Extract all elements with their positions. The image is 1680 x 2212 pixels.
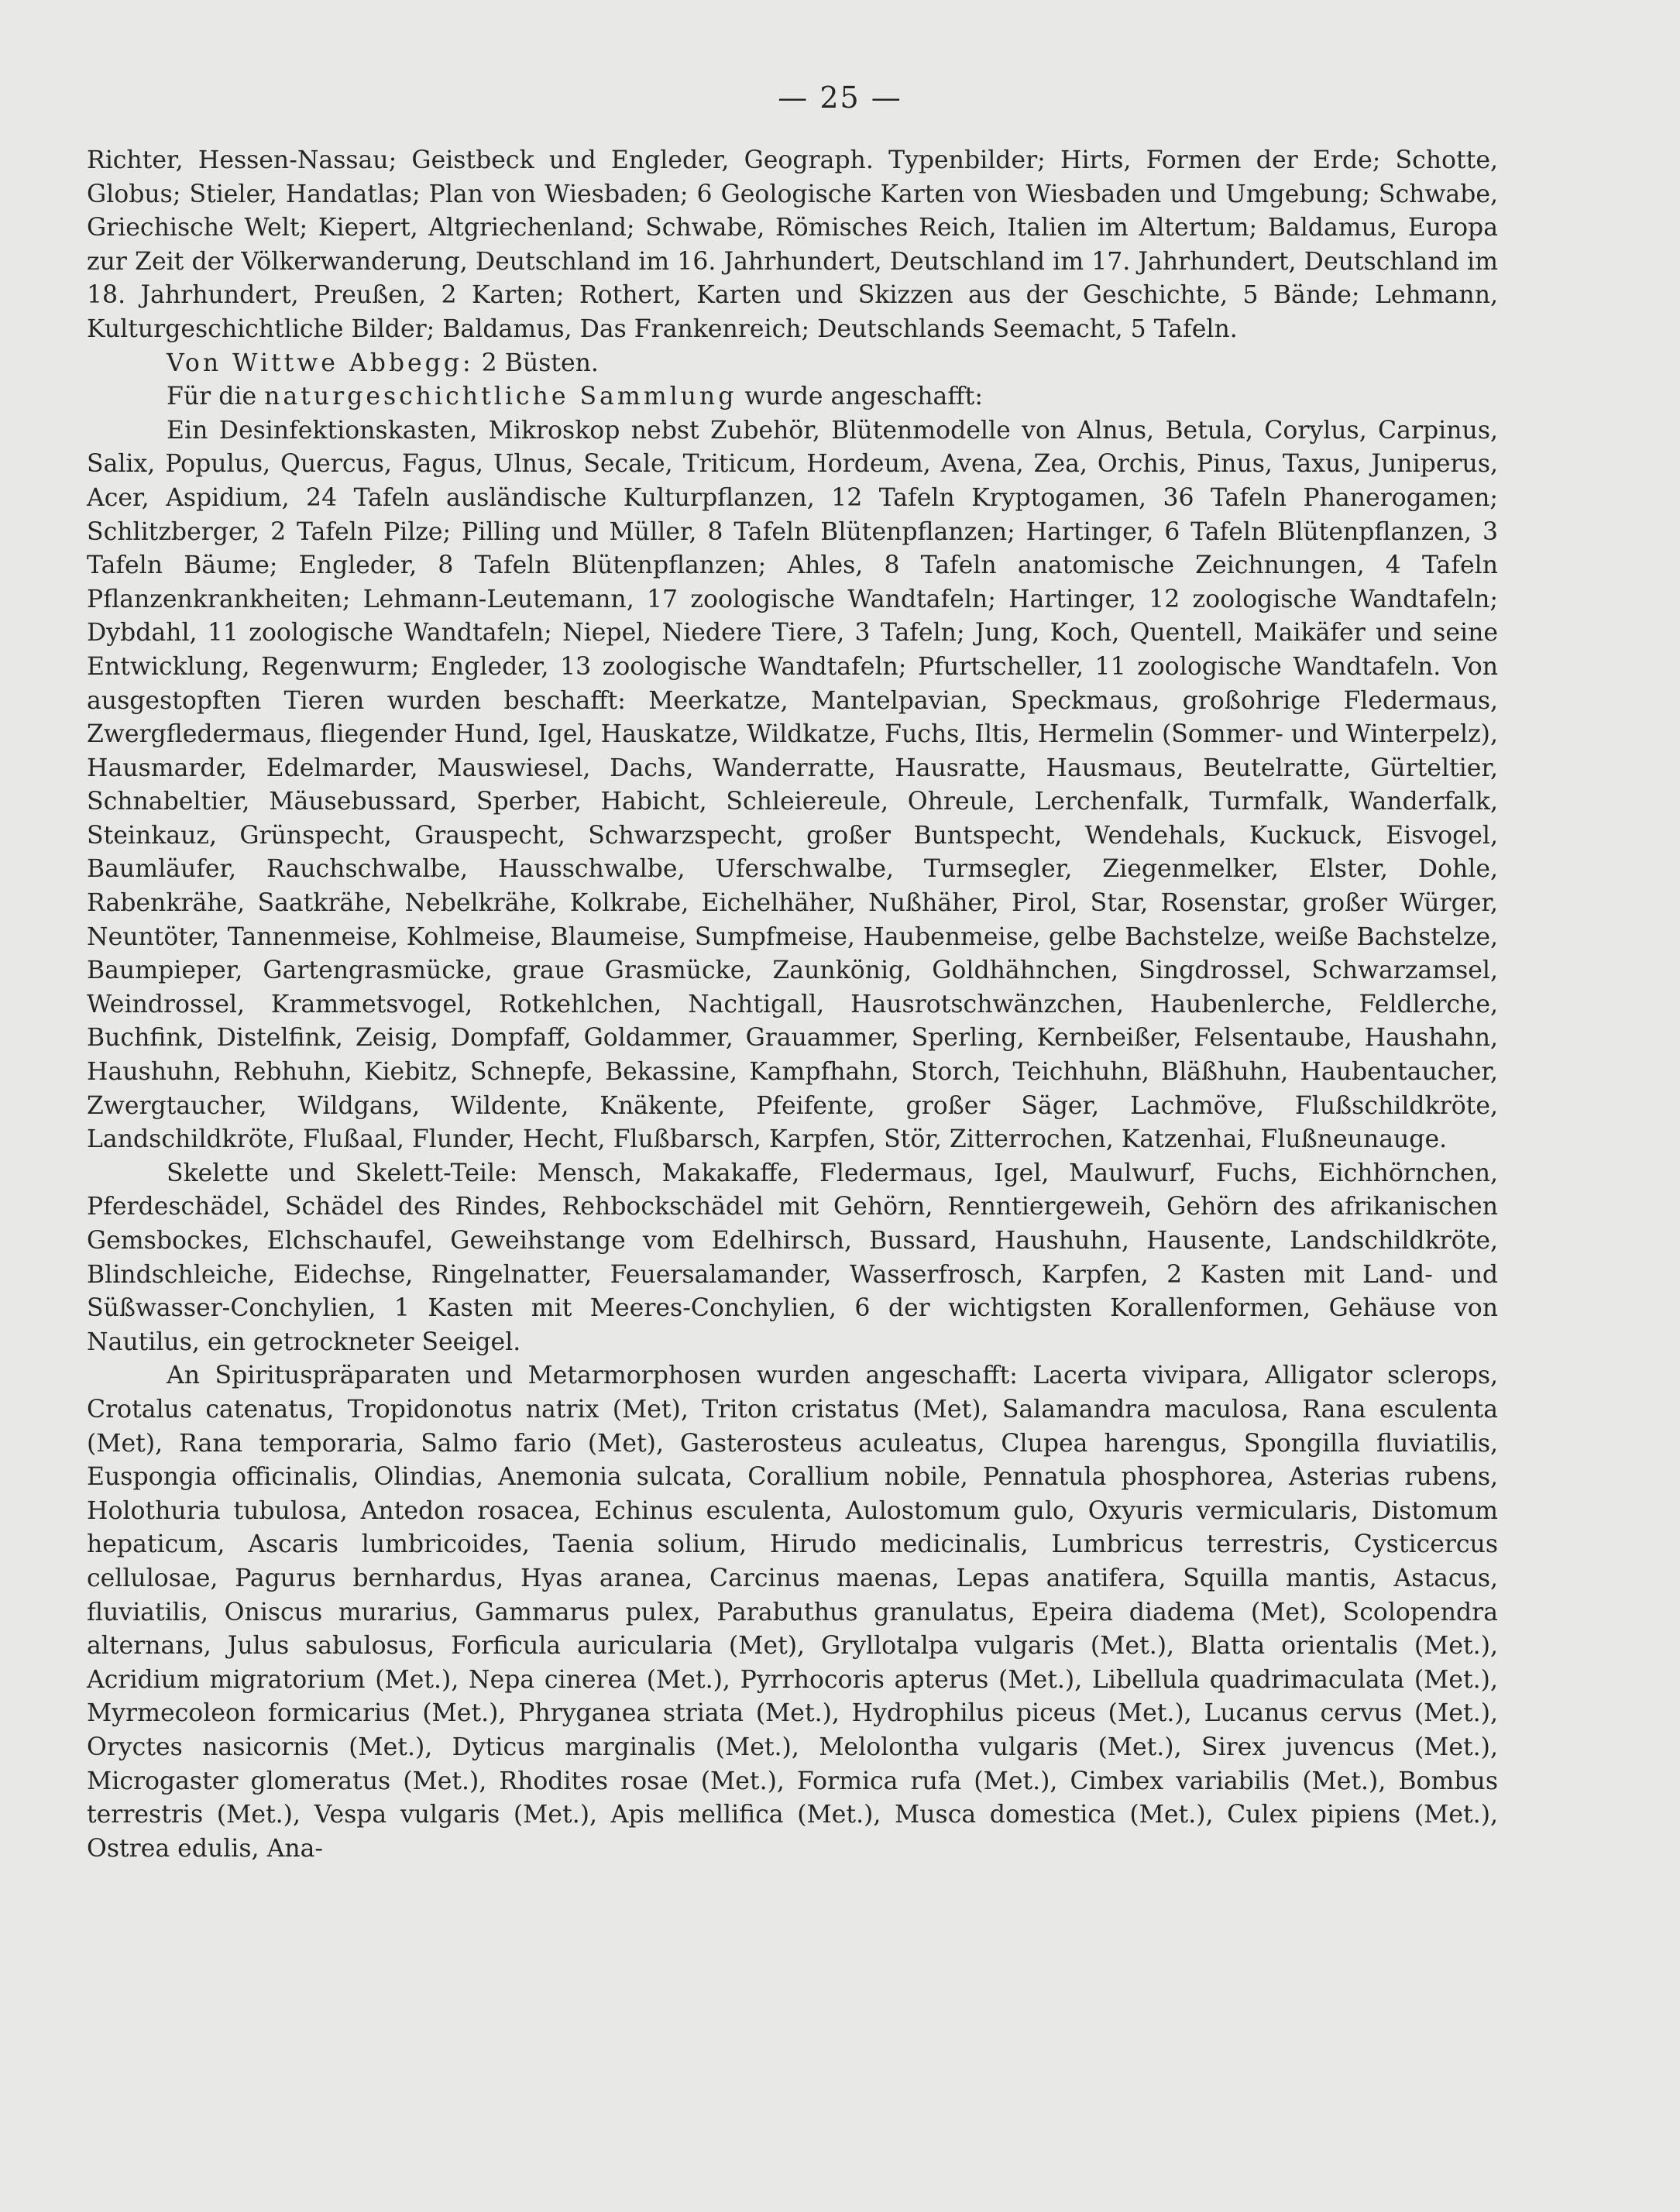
body-text bbox=[87, 144, 1498, 1866]
paragraph-acquisitions: Ein Desinfektionskasten, Mikroskop nebst Zubehör, Blütenmodelle von Alnus, Betula, Corylus, Carpinus, Salix, Populus, Quercus, Fagus, Ulnus, Secale, Triticum, Hordeum, Avena, Zea, Orchis, Pinus, Taxus, Juniperus, Acer, Aspidium, 24 Tafeln ausländische Kulturpflanzen, 12 Tafeln Kryptogamen, 36 Tafeln Phanerogamen; Schlitzberger, 2 Tafeln Pilze; Pilling und Müller, 8 Tafeln Blütenpflanzen; Hartinger, 6 Tafeln Blütenpflanzen, 3 Tafeln Bäume; Engleder, 8 Tafeln Blütenpflanzen; Ahles, 8 Tafeln anatomische Zeichnungen, 4 Tafeln Pflanzenkrankheiten; Lehmann-Leutemann, 17 zoologische Wandtafeln; Hartinger, 12 zoologische Wandtafeln; Dybdahl, 11 zoologische Wandtafeln; Niepel, Niedere Tiere, 3 Tafeln; Jung, Koch, Quentell, Maikäfer und seine Entwicklung, Regenwurm; Engleder, 13 zoologische Wandtafeln; Pfurtscheller, 11 zoologische Wandtafeln. Von ausgestopften Tieren wurden beschafft: Meerkatze, Mantelpavian, Speckmaus, großohrige Fledermaus, Zwergfledermaus, fliegender Hund, Igel, Hauskatze, Wildkatze, Fuchs, Iltis, Hermelin (Sommer- und Winterpelz), Hausmarder, Edelmarder, Mauswiesel, Dachs, Wanderratte, Hausratte, Hausmaus, Beutelratte, Gürteltier, Schnabeltier, Mäusebussard, Sperber, Habicht, Schleiereule, Ohreule, Lerchenfalk, Turmfalk, Wanderfalk, Steinkauz, Grünspecht, Grauspecht, Schwarzspecht, großer Buntspecht, Wendehals, Kuckuck, Eisvogel, Baumläufer, Rauchschwalbe, Hausschwalbe, Uferschwalbe, Turmsegler, Ziegenmelker, Elster, Dohle, Rabenkrähe, Saatkrähe, Nebelkrähe, Kolkrabe, Eichelhäher, Nußhäher, Pirol, Star, Rosenstar, großer Würger, Neuntöter, Tannenmeise, Kohlmeise, Blaumeise, Sumpfmeise, Haubenmeise, gelbe Bachstelze, weiße Bachstelze, Baumpieper, Gartengrasmücke, graue Grasmücke, Zaunkönig, Goldhähnchen, Singdrossel, Schwarzamsel, Weindrossel, Krammetsvogel, Rotkehlchen, Nachtigall, Hausrotschwänzchen, Haubenlerche, Feldlerche, Buchfink, Distelfink, Zeisig, Dompfaff, Goldammer, Grauammer, Sperling, Kernbeißer, Felsentaube, Haushahn, Haushuhn, Rebhuhn, Kiebitz, Schnepfe, Bekassine, Kampfhahn, Storch, Teichhuhn, Bläßhuhn, Haubentaucher, Zwergtaucher, Wildgans, Wildente, Knäkente, Pfeifente, großer Säger, Lachmöve, Flußschildkröte, Landschildkröte, Flußaal, Flunder, Hecht, Flußbarsch, Karpfen, Stör, Zitterrochen, Katzenhai, Flußneunauge. bbox=[87, 416, 1498, 1154]
page-number: — 25 — bbox=[778, 81, 902, 115]
paragraph-spirit-preparations: An Spirituspräparaten und Metarmorphosen wurden angeschafft: Lacerta vivipara, Alligator sclerops, Crotalus catenatus, Tropidonotus natrix (Met), Triton cristatus (Met), Salamandra maculosa, Rana esculenta (Met), Rana temporaria, Salmo fario (Met), Gasterosteus aculeatus, Clupea harengus, Spongilla fluviatilis, Euspongia officinalis, Olindias, Anemonia sulcata, Corallium nobile, Pennatula phosphorea, Asterias rubens, Holothuria tubulosa, Antedon rosacea, Echinus esculenta, Aulostomum gulo, Oxyuris vermicularis, Distomum hepaticum, Ascaris lumbricoides, Taenia solium, Hirudo medicinalis, Lumbricus terrestris, Cysticercus cellulosae, Pagurus bernhardus, Hyas aranea, Carcinus maenas, Lepas anatifera, Squilla mantis, Astacus, fluviatilis, Oniscus murarius, Gammarus pulex, Parabuthus granulatus, Epeira diadema (Met), Scolopendra alternans, Julus sabulosus, Forficula auricularia (Met), Gryllotalpa vulgaris (Met.), Blatta orientalis (Met.), Acridium migratorium (Met.), Nepa cinerea (Met.), Pyrrhocoris apterus (Met.), Libellula quadrimaculata (Met.), Myrmecoleon formicarius (Met.), Phryganea striata (Met.), Hydrophilus piceus (Met.), Lucanus cervus (Met.), Oryctes nasicornis (Met.), Dyticus marginalis (Met.), Melolontha vulgaris (Met.), Sirex juvencus (Met.), Microgaster glomeratus (Met.), Rhodites rosae (Met.), Formica rufa (Met.), Cimbex variabilis (Met.), Bombus terrestris (Met.), Vespa vulgaris (Met.), Apis mellifica (Met.), Musca domestica (Met.), Culex pipiens (Met.), Ostrea edulis, Ana- bbox=[87, 1362, 1498, 1863]
paragraph-donation bbox=[87, 347, 1498, 381]
donation-item: 2 Büsten. bbox=[473, 349, 599, 377]
paragraph-natural-history-intro bbox=[87, 380, 1498, 414]
intro-pre: Für die bbox=[167, 383, 265, 411]
paragraph-geography-materials: Richter, Hessen-Nassau; Geistbeck und Engleder, Geograph. Typenbilder; Hirts, Formen der Erde; Schotte, Globus; Stieler, Handatlas; Plan von Wiesbaden; 6 Geologische Karten von Wiesbaden und Umgebung; Schwabe, Griechische Welt; Kiepert, Altgriechenland; Schwabe, Römisches Reich, Italien im Altertum; Baldamus, Europa zur Zeit der Völkerwanderung, Deutschland im 16. Jahrhundert, Deutschland im 17. Jahrhundert, Deutschland im 18. Jahrhundert, Preußen, 2 Karten; Rothert, Karten und Skizzen aus der Geschichte, 5 Bände; Lehmann, Kulturgeschichtliche Bilder; Baldamus, Das Frankenreich; Deutschlands Seemacht, 5 Tafeln. bbox=[87, 146, 1498, 343]
donor-name: Von Wittwe Abbegg: bbox=[167, 349, 474, 377]
collection-name: naturgeschichtliche Sammlung bbox=[264, 383, 737, 411]
intro-post: wurde angeschafft: bbox=[737, 383, 983, 411]
paragraph-skeletons: Skelette und Skelett-Teile: Mensch, Makakaffe, Fledermaus, Igel, Maulwurf, Fuchs, Eichhörnchen, Pferdeschädel, Schädel des Rindes, Rehbockschädel mit Gehörn, Renntiergeweih, Gehörn des afrikanischen Gemsbockes, Elchschaufel, Geweihstange vom Edelhirsch, Bussard, Haushuhn, Hausente, Landschildkröte, Blindschleiche, Eidechse, Ringelnatter, Feuersalamander, Wasserfrosch, Karpfen, 2 Kasten mit Land- und Süßwasser-Conchylien, 1 Kasten mit Meeres-Conchylien, 6 der wichtigsten Korallenformen, Gehäuse von Nautilus, ein getrockneter Seeigel. bbox=[87, 1159, 1498, 1356]
